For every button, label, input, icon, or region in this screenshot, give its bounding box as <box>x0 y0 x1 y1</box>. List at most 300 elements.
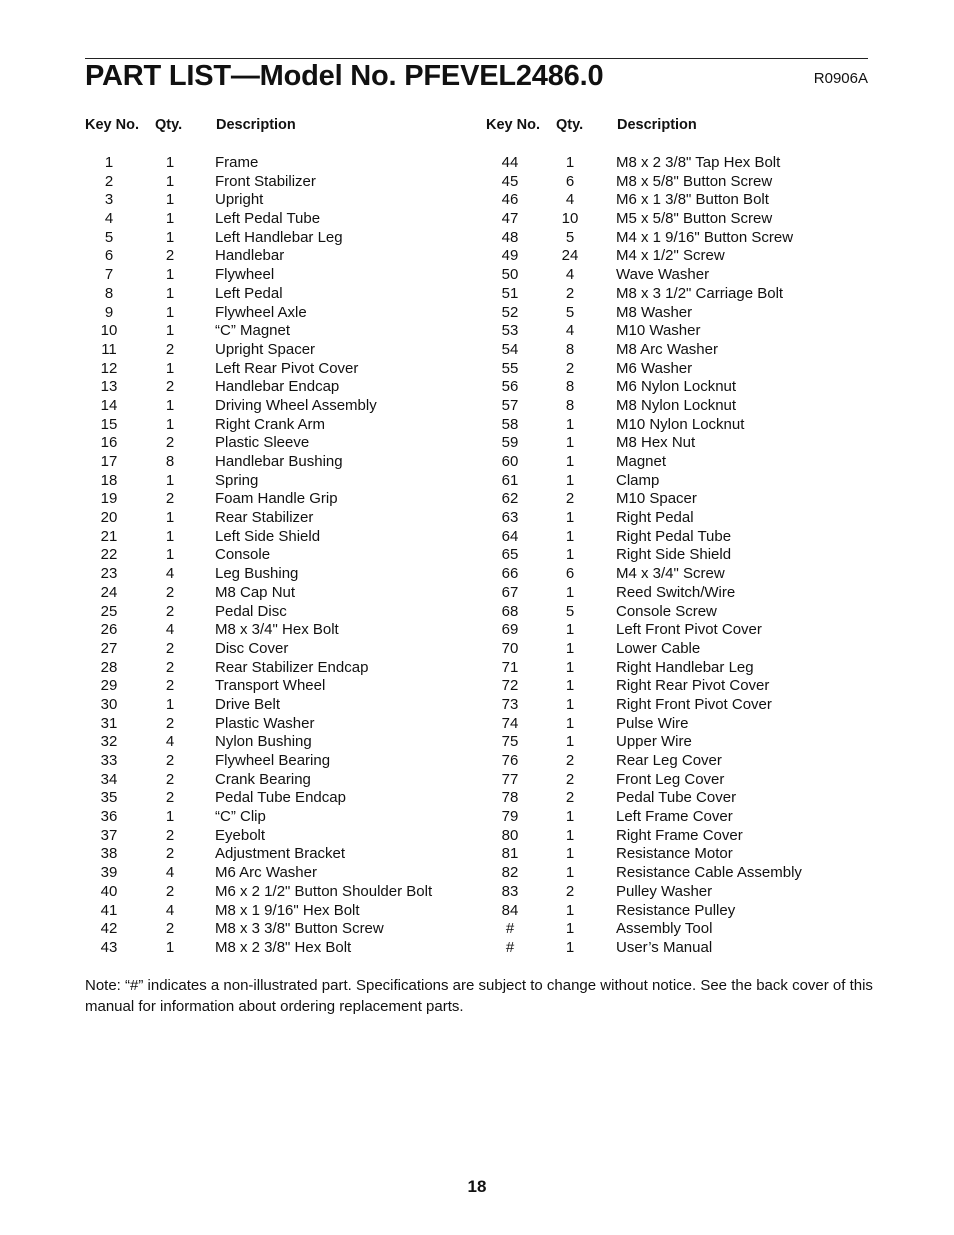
key-no-cell: 9 <box>104 303 114 321</box>
key-no-cell: 41 <box>100 901 118 919</box>
description-cell: Magnet <box>616 453 667 470</box>
qty-cell: 1 <box>165 808 175 826</box>
qty-cell: 6 <box>565 565 575 583</box>
table-row <box>85 229 475 248</box>
key-no-cell: 49 <box>501 247 519 265</box>
table-row <box>486 341 876 360</box>
qty-cell: 1 <box>565 415 575 433</box>
table-row <box>85 360 475 379</box>
key-no-cell: 75 <box>501 733 519 751</box>
key-no-cell: # <box>505 938 515 956</box>
description-cell: “C” Clip <box>215 808 266 826</box>
qty-cell: 1 <box>165 284 175 302</box>
description-cell: M4 x 1 9/16" Button Screw <box>616 228 794 246</box>
qty-cell: 2 <box>565 490 575 508</box>
qty-cell: 1 <box>565 583 575 601</box>
description-cell: Left Side Shield <box>215 527 321 545</box>
description-cell: Upright <box>215 191 264 209</box>
qty-cell: 2 <box>165 770 175 788</box>
key-no-cell: 16 <box>100 434 118 452</box>
qty-cell: 1 <box>565 695 575 713</box>
key-no-cell: 67 <box>501 583 519 601</box>
qty-cell: 2 <box>565 752 575 769</box>
qty-cell: 2 <box>165 882 175 900</box>
description-cell: Frame <box>215 154 259 171</box>
description-cell: “C” Magnet <box>215 322 291 340</box>
key-no-cell: 45 <box>501 172 519 190</box>
description-cell: Foam Handle Grip <box>215 490 338 508</box>
description-cell: M8 x 2 3/8" Tap Hex Bolt <box>616 154 781 171</box>
table-row <box>486 696 876 715</box>
table-row <box>486 229 876 248</box>
qty-cell: 1 <box>565 938 575 956</box>
table-row <box>85 173 475 192</box>
key-no-cell: 25 <box>100 602 118 620</box>
description-cell: M6 Nylon Locknut <box>616 378 737 396</box>
table-row <box>85 472 475 491</box>
table-row <box>486 509 876 528</box>
table-row <box>486 472 876 491</box>
table-row <box>486 285 876 304</box>
document-code: R0906A <box>813 70 868 87</box>
qty-cell: 2 <box>165 845 175 863</box>
description-cell: Pedal Tube Endcap <box>215 789 346 807</box>
key-no-cell: 13 <box>100 378 118 396</box>
qty-cell: 8 <box>165 453 175 470</box>
description-cell: Handlebar Endcap <box>215 378 340 396</box>
table-row <box>486 752 876 771</box>
key-no-cell: 28 <box>100 658 118 676</box>
description-cell: Pedal Disc <box>215 602 287 620</box>
qty-cell: 1 <box>565 509 575 527</box>
header-description: Description <box>216 117 296 133</box>
description-cell: Drive Belt <box>215 695 281 713</box>
description-cell: Spring <box>215 471 259 489</box>
qty-cell: 1 <box>565 546 575 564</box>
qty-cell: 4 <box>165 565 175 583</box>
table-row <box>85 902 475 921</box>
key-no-cell: 8 <box>104 284 114 302</box>
table-row <box>85 546 475 565</box>
table-row <box>85 864 475 883</box>
description-cell: M8 x 3 3/8" Button Screw <box>215 920 384 938</box>
description-cell: Right Pedal Tube <box>616 527 732 545</box>
qty-cell: 10 <box>561 210 579 228</box>
table-row <box>85 210 475 229</box>
table-row <box>85 827 475 846</box>
table-row <box>486 565 876 584</box>
key-no-cell: 73 <box>501 695 519 713</box>
key-no-cell: 76 <box>501 752 519 769</box>
description-cell: Nylon Bushing <box>215 733 312 751</box>
description-cell: M8 x 2 3/8" Hex Bolt <box>215 938 352 956</box>
description-cell: M8 Hex Nut <box>616 434 696 452</box>
table-row <box>85 584 475 603</box>
description-cell: M10 Washer <box>616 322 701 340</box>
description-cell: Flywheel Bearing <box>215 752 331 769</box>
qty-cell: 4 <box>165 621 175 639</box>
qty-cell: 2 <box>165 340 175 358</box>
table-header <box>85 117 475 137</box>
table-row <box>85 603 475 622</box>
description-cell: Flywheel Axle <box>215 303 307 321</box>
description-cell: Assembly Tool <box>616 920 713 938</box>
description-cell: Pedal Tube Cover <box>616 789 737 807</box>
table-row <box>85 939 475 958</box>
key-no-cell: 62 <box>501 490 519 508</box>
description-cell: M8 x 5/8" Button Screw <box>616 172 773 190</box>
table-row <box>486 546 876 565</box>
top-rule <box>85 58 868 59</box>
key-no-cell: 7 <box>104 266 114 284</box>
qty-cell: 2 <box>165 752 175 769</box>
description-cell: Resistance Cable Assembly <box>616 864 802 882</box>
description-cell: Left Pedal Tube <box>215 210 321 228</box>
qty-cell: 2 <box>165 490 175 508</box>
description-cell: Left Pedal <box>215 284 283 302</box>
key-no-cell: 32 <box>100 733 118 751</box>
table-row <box>85 733 475 752</box>
description-cell: Right Side Shield <box>616 546 732 564</box>
description-cell: M8 Nylon Locknut <box>616 396 737 414</box>
table-row <box>85 378 475 397</box>
qty-cell: 1 <box>565 845 575 863</box>
key-no-cell: 55 <box>501 359 519 377</box>
description-cell: Plastic Sleeve <box>215 434 310 452</box>
table-row <box>85 920 475 939</box>
table-row <box>486 771 876 790</box>
table-row <box>486 266 876 285</box>
table-row <box>486 247 876 266</box>
qty-cell: 1 <box>565 621 575 639</box>
page-number: 18 <box>467 1177 487 1196</box>
qty-cell: 1 <box>565 714 575 732</box>
table-row <box>85 789 475 808</box>
qty-cell: 2 <box>565 789 575 807</box>
table-row <box>486 640 876 659</box>
key-no-cell: 34 <box>100 770 118 788</box>
table-row <box>486 733 876 752</box>
key-no-cell: 42 <box>100 920 118 938</box>
key-no-cell: 19 <box>100 490 118 508</box>
qty-cell: 6 <box>565 172 575 190</box>
table-row <box>85 304 475 323</box>
key-no-cell: 58 <box>501 415 519 433</box>
table-row <box>486 360 876 379</box>
key-no-cell: 22 <box>100 546 118 564</box>
key-no-cell: 51 <box>501 284 519 302</box>
key-no-cell: 6 <box>104 247 114 265</box>
qty-cell: 4 <box>565 191 575 209</box>
qty-cell: 2 <box>565 284 575 302</box>
description-cell: Right Pedal <box>616 509 694 527</box>
header-qty: Qty. <box>155 117 183 133</box>
qty-cell: 1 <box>165 191 175 209</box>
description-cell: Handlebar Bushing <box>215 453 343 470</box>
qty-cell: 2 <box>165 826 175 844</box>
key-no-cell: 80 <box>501 826 519 844</box>
description-cell: M6 x 2 1/2" Button Shoulder Bolt <box>215 882 433 900</box>
table-row <box>85 715 475 734</box>
key-no-cell: 56 <box>501 378 519 396</box>
description-cell: M8 x 3/4" Hex Bolt <box>215 621 339 639</box>
description-cell: Wave Washer <box>616 266 710 284</box>
key-no-cell: 3 <box>104 191 114 209</box>
qty-cell: 5 <box>565 602 575 620</box>
key-no-cell: 29 <box>100 677 118 695</box>
qty-cell: 1 <box>565 901 575 919</box>
qty-cell: 24 <box>561 247 579 265</box>
qty-cell: 4 <box>165 733 175 751</box>
description-cell: Front Leg Cover <box>616 770 725 788</box>
table-row <box>85 341 475 360</box>
table-row <box>486 939 876 958</box>
header-key-no: Key No. <box>486 117 540 133</box>
table-row <box>486 378 876 397</box>
key-no-cell: 72 <box>501 677 519 695</box>
description-cell: User’s Manual <box>616 938 713 956</box>
description-cell: Clamp <box>616 471 660 489</box>
table-row <box>85 490 475 509</box>
table-row <box>486 621 876 640</box>
qty-cell: 2 <box>165 677 175 695</box>
key-no-cell: 21 <box>100 527 118 545</box>
key-no-cell: 18 <box>100 471 118 489</box>
table-row <box>486 659 876 678</box>
key-no-cell: 12 <box>100 359 118 377</box>
key-no-cell: 54 <box>501 340 519 358</box>
qty-cell: 1 <box>165 266 175 284</box>
key-no-cell: 43 <box>100 938 118 956</box>
key-no-cell: 5 <box>104 228 114 246</box>
key-no-cell: 39 <box>100 864 118 882</box>
key-no-cell: 70 <box>501 639 519 657</box>
table-row <box>486 210 876 229</box>
key-no-cell: 61 <box>501 471 519 489</box>
qty-cell: 1 <box>165 695 175 713</box>
qty-cell: 2 <box>165 789 175 807</box>
description-cell: Transport Wheel <box>215 677 326 695</box>
description-cell: Driving Wheel Assembly <box>215 396 377 414</box>
table-row <box>486 677 876 696</box>
key-no-cell: 57 <box>501 396 519 414</box>
key-no-cell: 66 <box>501 565 519 583</box>
key-no-cell: 74 <box>501 714 519 732</box>
description-cell: M4 x 3/4" Screw <box>616 565 725 583</box>
key-no-cell: 14 <box>100 396 118 414</box>
description-cell: Leg Bushing <box>215 565 299 583</box>
description-cell: Plastic Washer <box>215 714 315 732</box>
key-no-cell: 24 <box>100 583 118 601</box>
description-cell: Flywheel <box>215 266 275 284</box>
key-no-cell: 59 <box>501 434 519 452</box>
table-row <box>486 416 876 435</box>
table-row <box>85 285 475 304</box>
table-row <box>486 173 876 192</box>
key-no-cell: 65 <box>501 546 519 564</box>
table-row <box>85 640 475 659</box>
qty-cell: 1 <box>165 546 175 564</box>
description-cell: Handlebar <box>215 247 285 265</box>
table-row <box>486 322 876 341</box>
qty-cell: 4 <box>565 266 575 284</box>
qty-cell: 1 <box>565 658 575 676</box>
key-no-cell: 60 <box>501 453 519 470</box>
key-no-cell: 83 <box>501 882 519 900</box>
description-cell: Pulse Wire <box>616 714 689 732</box>
description-cell: M6 Washer <box>616 359 693 377</box>
qty-cell: 2 <box>165 434 175 452</box>
table-row <box>85 434 475 453</box>
table-row <box>85 266 475 285</box>
table-row <box>486 808 876 827</box>
table-row <box>486 584 876 603</box>
qty-cell: 2 <box>565 882 575 900</box>
key-no-cell: 50 <box>501 266 519 284</box>
qty-cell: 1 <box>165 303 175 321</box>
key-no-cell: 82 <box>501 864 519 882</box>
description-cell: Left Rear Pivot Cover <box>215 359 359 377</box>
header-description: Description <box>617 117 697 133</box>
qty-cell: 2 <box>165 602 175 620</box>
key-no-cell: 31 <box>100 714 118 732</box>
qty-cell: 1 <box>165 172 175 190</box>
key-no-cell: 71 <box>501 658 519 676</box>
table-row <box>486 827 876 846</box>
qty-cell: 1 <box>565 677 575 695</box>
key-no-cell: 15 <box>100 415 118 433</box>
table-row <box>85 154 475 173</box>
qty-cell: 5 <box>565 303 575 321</box>
description-cell: Adjustment Bracket <box>215 845 346 863</box>
key-no-cell: 27 <box>100 639 118 657</box>
qty-cell: 2 <box>165 378 175 396</box>
footnote: Note: “#” indicates a non-illustrated part. Specifications are subject to change without notice. See the back cover of this manual for information about ordering replacement parts. <box>85 977 873 1015</box>
table-row <box>85 621 475 640</box>
qty-cell: 2 <box>165 714 175 732</box>
description-cell: M8 Cap Nut <box>215 583 296 601</box>
description-cell: Upright Spacer <box>215 340 316 358</box>
key-no-cell: 38 <box>100 845 118 863</box>
key-no-cell: 11 <box>101 340 117 358</box>
qty-cell: 5 <box>565 228 575 246</box>
table-row <box>85 565 475 584</box>
description-cell: M6 x 1 3/8" Button Bolt <box>616 191 769 209</box>
table-rows <box>486 154 876 958</box>
key-no-cell: 52 <box>501 303 519 321</box>
key-no-cell: 63 <box>501 509 519 527</box>
qty-cell: 2 <box>165 247 175 265</box>
qty-cell: 1 <box>565 826 575 844</box>
description-cell: M8 x 1 9/16" Hex Bolt <box>215 901 360 919</box>
description-cell: Left Handlebar Leg <box>215 228 343 246</box>
qty-cell: 2 <box>165 639 175 657</box>
table-row <box>486 603 876 622</box>
table-row <box>486 902 876 921</box>
key-no-cell: 53 <box>501 322 519 340</box>
qty-cell: 1 <box>165 396 175 414</box>
table-row <box>85 808 475 827</box>
table-row <box>486 715 876 734</box>
qty-cell: 2 <box>165 920 175 938</box>
key-no-cell: 46 <box>501 191 519 209</box>
parts-table-left <box>85 117 475 956</box>
key-no-cell: 33 <box>100 752 118 769</box>
description-cell: Console <box>215 546 271 564</box>
key-no-cell: 10 <box>100 322 118 340</box>
key-no-cell: 37 <box>100 826 118 844</box>
description-cell: Rear Stabilizer Endcap <box>215 658 369 676</box>
key-no-cell: 23 <box>100 565 118 583</box>
table-row <box>486 789 876 808</box>
description-cell: Left Front Pivot Cover <box>616 621 762 639</box>
description-cell: Rear Stabilizer <box>215 509 314 527</box>
description-cell: Pulley Washer <box>616 882 713 900</box>
table-row <box>486 434 876 453</box>
description-cell: Rear Leg Cover <box>616 752 722 769</box>
qty-cell: 4 <box>165 864 175 882</box>
table-row <box>85 696 475 715</box>
qty-cell: 1 <box>165 322 175 340</box>
table-row <box>486 490 876 509</box>
qty-cell: 1 <box>565 154 575 171</box>
qty-cell: 1 <box>565 639 575 657</box>
table-row <box>85 509 475 528</box>
qty-cell: 1 <box>165 527 175 545</box>
table-row <box>85 191 475 210</box>
table-row <box>85 397 475 416</box>
description-cell: M10 Nylon Locknut <box>616 415 745 433</box>
table-row <box>85 659 475 678</box>
qty-cell: 8 <box>565 396 575 414</box>
qty-cell: 2 <box>165 583 175 601</box>
description-cell: Disc Cover <box>215 639 289 657</box>
description-cell: Left Frame Cover <box>616 808 733 826</box>
key-no-cell: 40 <box>100 882 118 900</box>
key-no-cell: 64 <box>501 527 519 545</box>
description-cell: M8 Washer <box>616 303 693 321</box>
description-cell: Right Handlebar Leg <box>616 658 754 676</box>
description-cell: M10 Spacer <box>616 490 697 508</box>
qty-cell: 8 <box>565 340 575 358</box>
qty-cell: 1 <box>165 228 175 246</box>
key-no-cell: 1 <box>104 154 114 171</box>
table-row <box>85 416 475 435</box>
key-no-cell: 79 <box>501 808 519 826</box>
qty-cell: 1 <box>165 471 175 489</box>
key-no-cell: 2 <box>104 172 114 190</box>
description-cell: M5 x 5/8" Button Screw <box>616 210 773 228</box>
table-row <box>486 154 876 173</box>
page-title: PART LIST—Model No. PFEVEL2486.0 <box>85 60 604 92</box>
qty-cell: 4 <box>165 901 175 919</box>
description-cell: Upper Wire <box>616 733 692 751</box>
table-header <box>486 117 876 137</box>
qty-cell: 1 <box>565 527 575 545</box>
table-row <box>85 845 475 864</box>
qty-cell: 1 <box>165 154 175 171</box>
description-cell: Front Stabilizer <box>215 172 316 190</box>
key-no-cell: 44 <box>501 154 519 171</box>
qty-cell: 1 <box>565 864 575 882</box>
description-cell: M8 Arc Washer <box>616 340 718 358</box>
table-row <box>486 453 876 472</box>
table-row <box>85 453 475 472</box>
table-row <box>85 771 475 790</box>
key-no-cell: 77 <box>501 770 519 788</box>
description-cell: Crank Bearing <box>215 770 311 788</box>
table-row <box>85 752 475 771</box>
